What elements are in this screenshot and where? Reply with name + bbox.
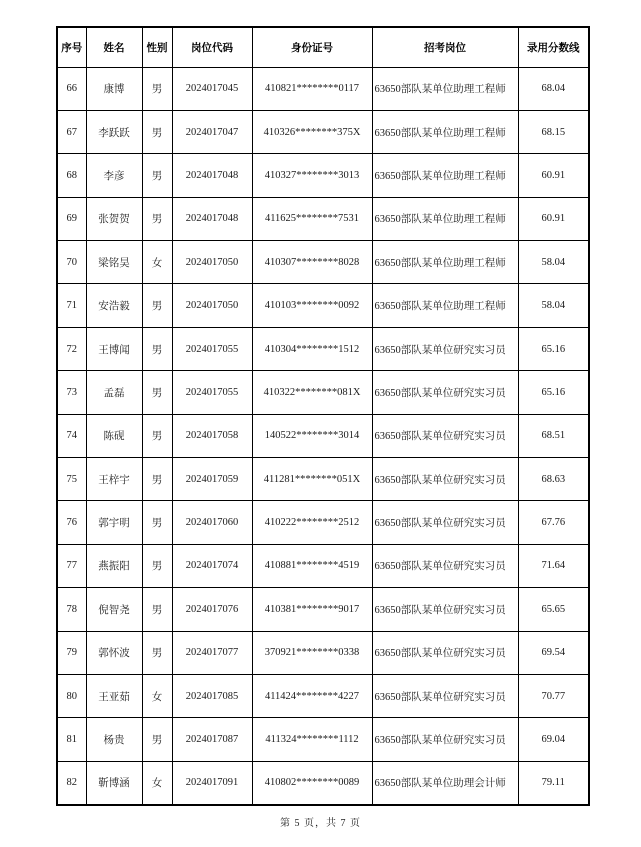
cell-gender: 男 [142, 631, 172, 674]
cell-gender: 男 [142, 327, 172, 370]
table-row [57, 284, 589, 327]
cell-id-number: 411625********7531 [252, 197, 372, 240]
cell-score-line: 68.51 [518, 414, 589, 457]
cell-name: 郭宇明 [86, 501, 142, 544]
cell-seq-number: 67 [57, 110, 86, 153]
header-gender: 性别 [142, 27, 172, 67]
table-row [57, 241, 589, 284]
cell-position: 63650部队某单位助理工程师 [372, 284, 518, 327]
cell-position: 63650部队某单位研究实习员 [372, 588, 518, 631]
cell-name: 倪智尧 [86, 588, 142, 631]
cell-score-line: 65.65 [518, 588, 589, 631]
cell-seq-number: 66 [57, 67, 86, 110]
table-row [57, 718, 589, 761]
cell-seq-number: 81 [57, 718, 86, 761]
cell-seq-number: 70 [57, 241, 86, 284]
cell-score-line: 60.91 [518, 154, 589, 197]
cell-name: 安浩毅 [86, 284, 142, 327]
cell-score-line: 79.11 [518, 761, 589, 804]
cell-id-number: 140522********3014 [252, 414, 372, 457]
cell-position-code: 2024017055 [172, 371, 252, 414]
cell-score-line: 58.04 [518, 241, 589, 284]
cell-name: 张贺贺 [86, 197, 142, 240]
cell-name: 杨贵 [86, 718, 142, 761]
table-row [57, 371, 589, 414]
cell-name: 康博 [86, 67, 142, 110]
cell-position: 63650部队某单位助理工程师 [372, 110, 518, 153]
header-name: 姓名 [86, 27, 142, 67]
cell-gender: 女 [142, 241, 172, 284]
cell-gender: 男 [142, 544, 172, 587]
cell-id-number: 410802********0089 [252, 761, 372, 804]
cell-position: 63650部队某单位助理工程师 [372, 67, 518, 110]
cell-position: 63650部队某单位助理工程师 [372, 154, 518, 197]
cell-id-number: 411324********1112 [252, 718, 372, 761]
cell-position-code: 2024017047 [172, 110, 252, 153]
cell-position: 63650部队某单位助理工程师 [372, 241, 518, 284]
cell-id-number: 410821********0117 [252, 67, 372, 110]
cell-score-line: 58.04 [518, 284, 589, 327]
cell-seq-number: 72 [57, 327, 86, 370]
table-row [57, 154, 589, 197]
cell-id-number: 410327********3013 [252, 154, 372, 197]
cell-score-line: 68.63 [518, 458, 589, 501]
cell-position-code: 2024017059 [172, 458, 252, 501]
header-score-line: 录用分数线 [518, 27, 589, 67]
cell-seq-number: 80 [57, 674, 86, 717]
cell-seq-number: 75 [57, 458, 86, 501]
cell-id-number: 410103********0092 [252, 284, 372, 327]
cell-position: 63650部队某单位研究实习员 [372, 631, 518, 674]
cell-name: 燕振阳 [86, 544, 142, 587]
cell-position-code: 2024017087 [172, 718, 252, 761]
cell-score-line: 71.64 [518, 544, 589, 587]
recruitment-score-table [56, 26, 590, 806]
cell-id-number: 410381********9017 [252, 588, 372, 631]
header-position-code: 岗位代码 [172, 27, 252, 67]
cell-gender: 男 [142, 197, 172, 240]
cell-position-code: 2024017048 [172, 154, 252, 197]
cell-position: 63650部队某单位研究实习员 [372, 414, 518, 457]
cell-position-code: 2024017055 [172, 327, 252, 370]
cell-score-line: 68.04 [518, 67, 589, 110]
cell-name: 郭怀波 [86, 631, 142, 674]
cell-score-line: 67.76 [518, 501, 589, 544]
cell-position: 63650部队某单位研究实习员 [372, 544, 518, 587]
page-number-footer: 第 5 页，共 7 页 [280, 818, 361, 829]
cell-gender: 男 [142, 154, 172, 197]
cell-position: 63650部队某单位研究实习员 [372, 371, 518, 414]
cell-score-line: 69.04 [518, 718, 589, 761]
cell-id-number: 410222********2512 [252, 501, 372, 544]
header-seq-number: 序号 [57, 27, 86, 67]
cell-position: 63650部队某单位助理工程师 [372, 197, 518, 240]
cell-seq-number: 76 [57, 501, 86, 544]
cell-gender: 男 [142, 110, 172, 153]
cell-gender: 男 [142, 414, 172, 457]
cell-seq-number: 68 [57, 154, 86, 197]
cell-id-number: 410881********4519 [252, 544, 372, 587]
cell-position-code: 2024017085 [172, 674, 252, 717]
cell-position: 63650部队某单位研究实习员 [372, 458, 518, 501]
cell-gender: 男 [142, 458, 172, 501]
table-row [57, 458, 589, 501]
cell-seq-number: 71 [57, 284, 86, 327]
cell-name: 梁铭昊 [86, 241, 142, 284]
cell-gender: 男 [142, 718, 172, 761]
header-position: 招考岗位 [372, 27, 518, 67]
cell-id-number: 370921********0338 [252, 631, 372, 674]
cell-seq-number: 69 [57, 197, 86, 240]
cell-name: 靳博涵 [86, 761, 142, 804]
cell-score-line: 70.77 [518, 674, 589, 717]
cell-score-line: 68.15 [518, 110, 589, 153]
cell-id-number: 411281********051X [252, 458, 372, 501]
cell-score-line: 65.16 [518, 327, 589, 370]
cell-seq-number: 79 [57, 631, 86, 674]
cell-seq-number: 77 [57, 544, 86, 587]
table-row [57, 67, 589, 110]
cell-name: 王亚茹 [86, 674, 142, 717]
table-row [57, 197, 589, 240]
table-row [57, 631, 589, 674]
cell-score-line: 69.54 [518, 631, 589, 674]
cell-gender: 男 [142, 371, 172, 414]
table-row [57, 414, 589, 457]
cell-seq-number: 73 [57, 371, 86, 414]
cell-id-number: 410326********375X [252, 110, 372, 153]
cell-position-code: 2024017045 [172, 67, 252, 110]
cell-score-line: 60.91 [518, 197, 589, 240]
cell-name: 王梓宇 [86, 458, 142, 501]
cell-position: 63650部队某单位研究实习员 [372, 327, 518, 370]
cell-position: 63650部队某单位助理会计师 [372, 761, 518, 804]
cell-position-code: 2024017050 [172, 284, 252, 327]
table-row [57, 588, 589, 631]
cell-id-number: 410304********1512 [252, 327, 372, 370]
cell-position: 63650部队某单位研究实习员 [372, 718, 518, 761]
table-row [57, 327, 589, 370]
cell-score-line: 65.16 [518, 371, 589, 414]
cell-seq-number: 74 [57, 414, 86, 457]
table-header-row [57, 27, 589, 67]
cell-gender: 男 [142, 284, 172, 327]
header-id-number: 身份证号 [252, 27, 372, 67]
table-row [57, 674, 589, 717]
cell-position-code: 2024017048 [172, 197, 252, 240]
table-row [57, 501, 589, 544]
cell-name: 王博闻 [86, 327, 142, 370]
cell-id-number: 410307********8028 [252, 241, 372, 284]
cell-seq-number: 78 [57, 588, 86, 631]
cell-name: 陈砚 [86, 414, 142, 457]
cell-name: 孟磊 [86, 371, 142, 414]
cell-gender: 女 [142, 674, 172, 717]
cell-gender: 男 [142, 501, 172, 544]
cell-gender: 男 [142, 67, 172, 110]
cell-name: 李彦 [86, 154, 142, 197]
cell-position-code: 2024017074 [172, 544, 252, 587]
cell-position-code: 2024017091 [172, 761, 252, 804]
cell-position-code: 2024017050 [172, 241, 252, 284]
cell-position-code: 2024017076 [172, 588, 252, 631]
cell-name: 李跃跃 [86, 110, 142, 153]
cell-id-number: 411424********4227 [252, 674, 372, 717]
cell-position-code: 2024017058 [172, 414, 252, 457]
table-row [57, 761, 589, 804]
cell-gender: 男 [142, 588, 172, 631]
cell-gender: 女 [142, 761, 172, 804]
cell-position: 63650部队某单位研究实习员 [372, 501, 518, 544]
cell-id-number: 410322********081X [252, 371, 372, 414]
cell-seq-number: 82 [57, 761, 86, 804]
table-row [57, 544, 589, 587]
cell-position-code: 2024017060 [172, 501, 252, 544]
cell-position-code: 2024017077 [172, 631, 252, 674]
cell-position: 63650部队某单位研究实习员 [372, 674, 518, 717]
table-row [57, 110, 589, 153]
